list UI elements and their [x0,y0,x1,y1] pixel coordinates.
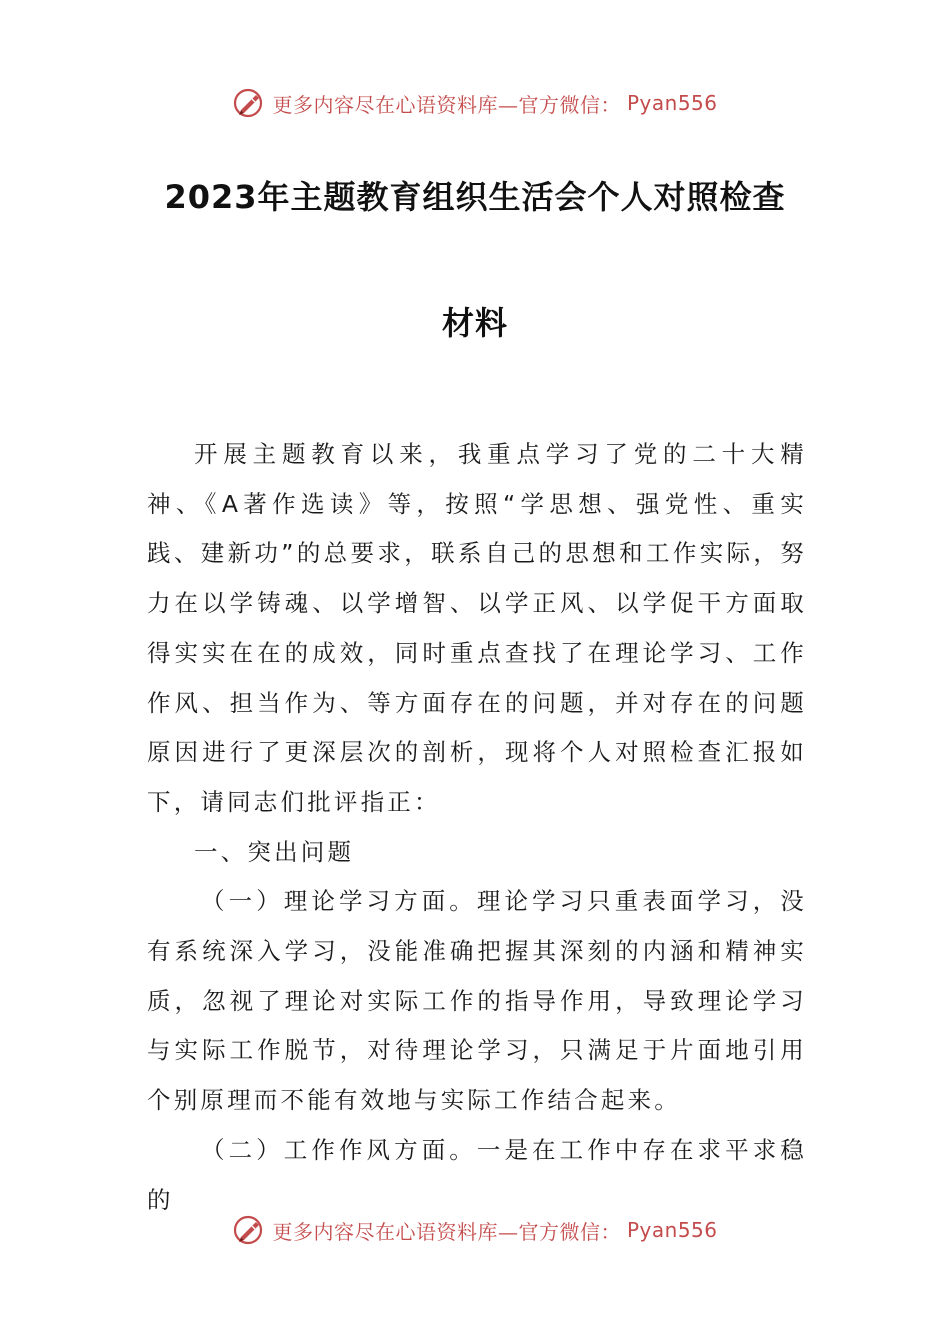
watermark-wechat-id: Pyan556 [626,91,718,115]
document-title-line2: 材料 [441,304,508,342]
document-body [147,430,807,1225]
watermark-banner-top [0,83,950,123]
watermark-wechat-id: Pyan556 [626,1218,718,1242]
paragraph-theory: （一）理论学习方面。理论学习只重表面学习，没有系统深入学习，没能准确把握其深刻的内涵和精神实质，忽视了理论对实际工作的指导作用，导致理论学习与实际工作脱节，对待理论学习，只满足于片面地引用个别原理而不能有效地与实际工作结合起来。 [147,887,807,1115]
paragraph-style: （二）工作作风方面。一是在工作中存在求平求稳的 [147,1135,807,1214]
paragraph-intro: 开展主题教育以来，我重点学习了党的二十大精神、《A著作选读》等，按照“学思想、强党性、重实践、建新功”的总要求，联系自己的思想和工作实际，努力在以学铸魂、以学增智、以学正风、以学促干方面取得实实在在的成效，同时重点查找了在理论学习、工作作风、担当作为、等方面存在的问题，并对存在的问题原因进行了更深层次的剖析，现将个人对照检查汇报如下，请同志们批评指正： [147,440,807,816]
pen-logo-icon [232,1213,266,1247]
document-title-line1: 2023年主题教育组织生活会个人对照检查 [164,178,786,216]
watermark-text: 更多内容尽在心语资料库—官方微信： [272,92,621,117]
section-heading: 一、突出问题 [194,837,355,866]
pen-logo-icon [232,86,266,120]
watermark-banner-bottom [0,1210,950,1250]
watermark-text: 更多内容尽在心语资料库—官方微信： [272,1219,621,1244]
